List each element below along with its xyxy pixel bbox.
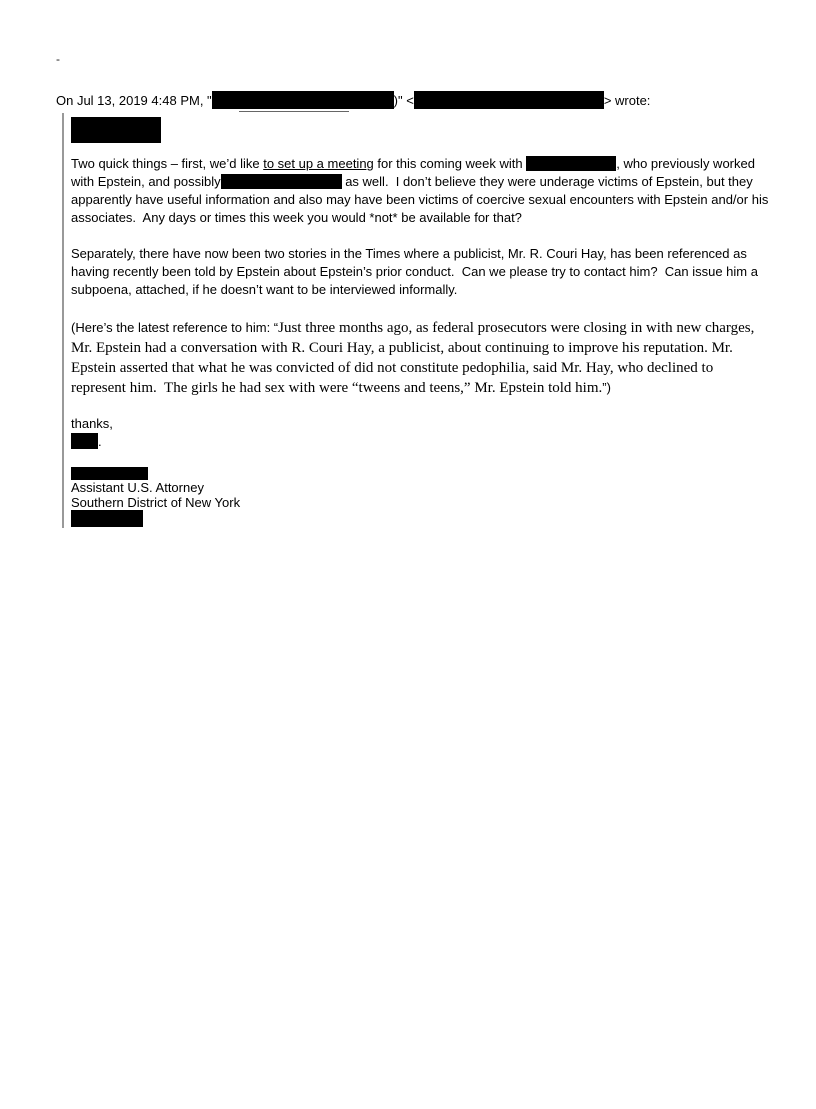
email-paragraph-2: Separately, there have now been two stories in the Times where a publicist, Mr. R. Couri Hay, has been referenced as having recently been told by Epstein about Epstein’s prior conduct. Can we please try to contact him? Can issue him a subpoena, attached, if he doesn’t want to be interviewed informally. (71, 246, 762, 297)
text-run: )" < (393, 93, 414, 108)
text-run: On Jul 13, 2019 4:48 PM, " (56, 93, 212, 108)
redaction-bar (414, 91, 604, 109)
text-run: Two quick things – first, we’d like (71, 156, 264, 171)
signoff-redacted-name (71, 433, 771, 451)
redaction-bar (526, 156, 616, 171)
reply-attribution-line (56, 91, 816, 110)
text-run: (Here’s the latest reference to him: “ (71, 320, 279, 335)
redaction-bar (71, 433, 98, 449)
redaction-bar (71, 117, 161, 143)
document-page (0, 53, 816, 1109)
signature-block (71, 467, 771, 527)
redaction-bar (212, 91, 394, 109)
text-run: Just three months ago, as federal prosecutors were closing in with new charges, Mr. Epstein had a conversation with R. Couri Hay, a publicist, about continuing to improve his reputation. Mr. Epstein asserted that what he was convicted of did not constitute pedophilia, said Mr. Hay, who declined to represent him. The girls he had sex with were “tweens and teens,” Mr. Epstein told him. (71, 320, 759, 396)
signature-phone-redaction (71, 510, 771, 527)
redaction-bar (71, 467, 148, 480)
quoted-email (62, 113, 771, 528)
email-paragraph-1 (71, 155, 771, 227)
signature-title: Assistant U.S. Attorney (71, 480, 204, 495)
stray-dash-mark: - (56, 52, 60, 66)
redaction-bar (71, 510, 143, 527)
closing-thanks: thanks, (71, 416, 113, 431)
redaction-bar (221, 174, 342, 189)
text-run: ”) (602, 380, 611, 395)
greeting-redaction (71, 117, 771, 143)
text-run: as well. I don’t believe they were underage victims of Epstein, but they apparently have useful information and also may have been victims of coercive sexual encounters with Epstein and/or his associates. Any days or times this week you would *not* be available for that? (71, 174, 772, 225)
text-run: . (98, 434, 102, 449)
signature-name-redaction (71, 467, 771, 480)
email-paragraph-3 (71, 318, 771, 398)
signature-office: Southern District of New York (71, 495, 241, 510)
text-run: > wrote: (603, 93, 651, 108)
text-run: to set up a meeting (263, 156, 374, 171)
text-run: , who previously worked with Epstein, and possibly (71, 156, 759, 189)
text-run: for this coming week with (373, 156, 527, 171)
